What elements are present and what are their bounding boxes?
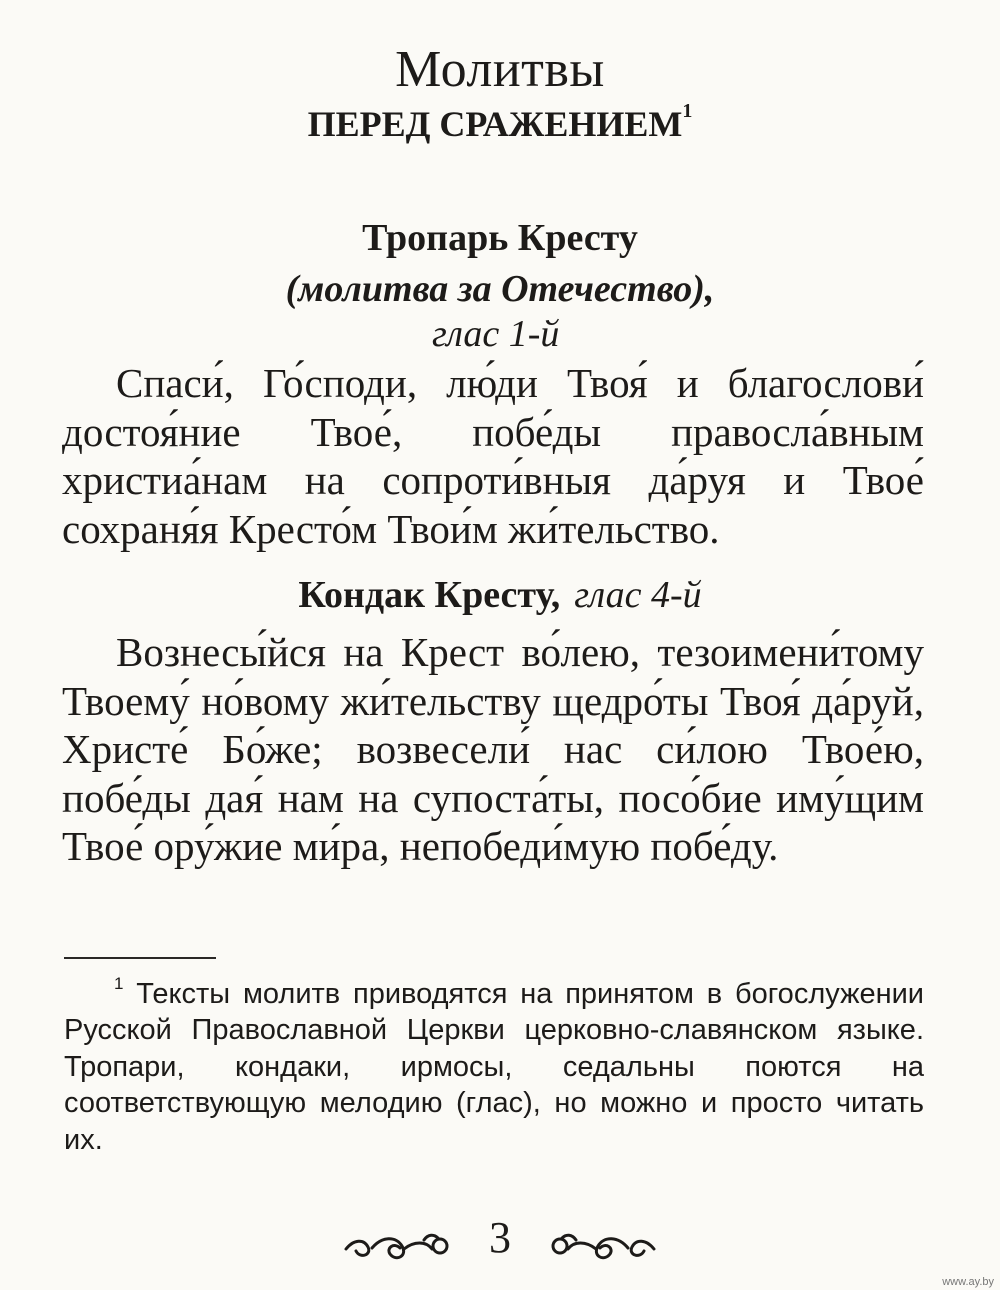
troparion-heading: Тропарь Кресту: [362, 217, 638, 259]
kontakion-text: [62, 628, 924, 871]
footnote-reference: 1: [682, 100, 693, 122]
kontakion-tone: глас 4-й: [574, 574, 702, 616]
page-number: 3: [489, 1213, 511, 1262]
footnote-text: Тексты молитв приводятся на принятом в богослужении Русской Православной Церкви церковно-славянском языке. Тропари, кондаки, ирмосы, седальны поются на соответствующую мелодию (глас), но можно и просто читать их.: [64, 977, 925, 1156]
troparion-note: (молитва за Отечество),: [285, 268, 715, 310]
right-flourish-icon: [553, 1235, 654, 1257]
footnote-mark: 1: [114, 974, 124, 993]
kontakion-heading-line: [0, 573, 1000, 617]
page-subtitle: [0, 100, 1000, 145]
footnote: [64, 969, 924, 1158]
subtitle-text: ПЕРЕД СРАЖЕНИЕМ: [307, 104, 683, 144]
watermark: www.ay.by: [942, 1276, 994, 1288]
page-title: Молитвы: [395, 41, 605, 98]
troparion-body: Спаси́, Го́споди, лю́ди Твоя́ и благослови́ достоя́ние Твое́, побе́ды правосла́вным христиа́нам на сопроти́вныя да́руя и Твое́ сохраня́я Кресто́м Твои́м жи́тельство.: [62, 360, 924, 552]
kontakion-heading: Кондак Кресту,: [298, 574, 561, 616]
left-flourish-icon: [346, 1235, 447, 1257]
footnote-divider: [64, 957, 216, 959]
kontakion-body: Вознесы́йся на Крест во́лею, тезоимени́тому Твоему́ но́вому жи́тельству щедро́ты Твоя́ да́руй, Христе́ Бо́же; возвесели́ нас си́лою Твое́ю, побе́ды дая́ нам на супоста́ты, посо́бие иму́щим Твое́ ору́жие ми́ра, непобеди́мую побе́ду.: [62, 629, 924, 869]
troparion-tone: глас 1-й: [432, 313, 560, 355]
troparion-text: [62, 359, 924, 553]
